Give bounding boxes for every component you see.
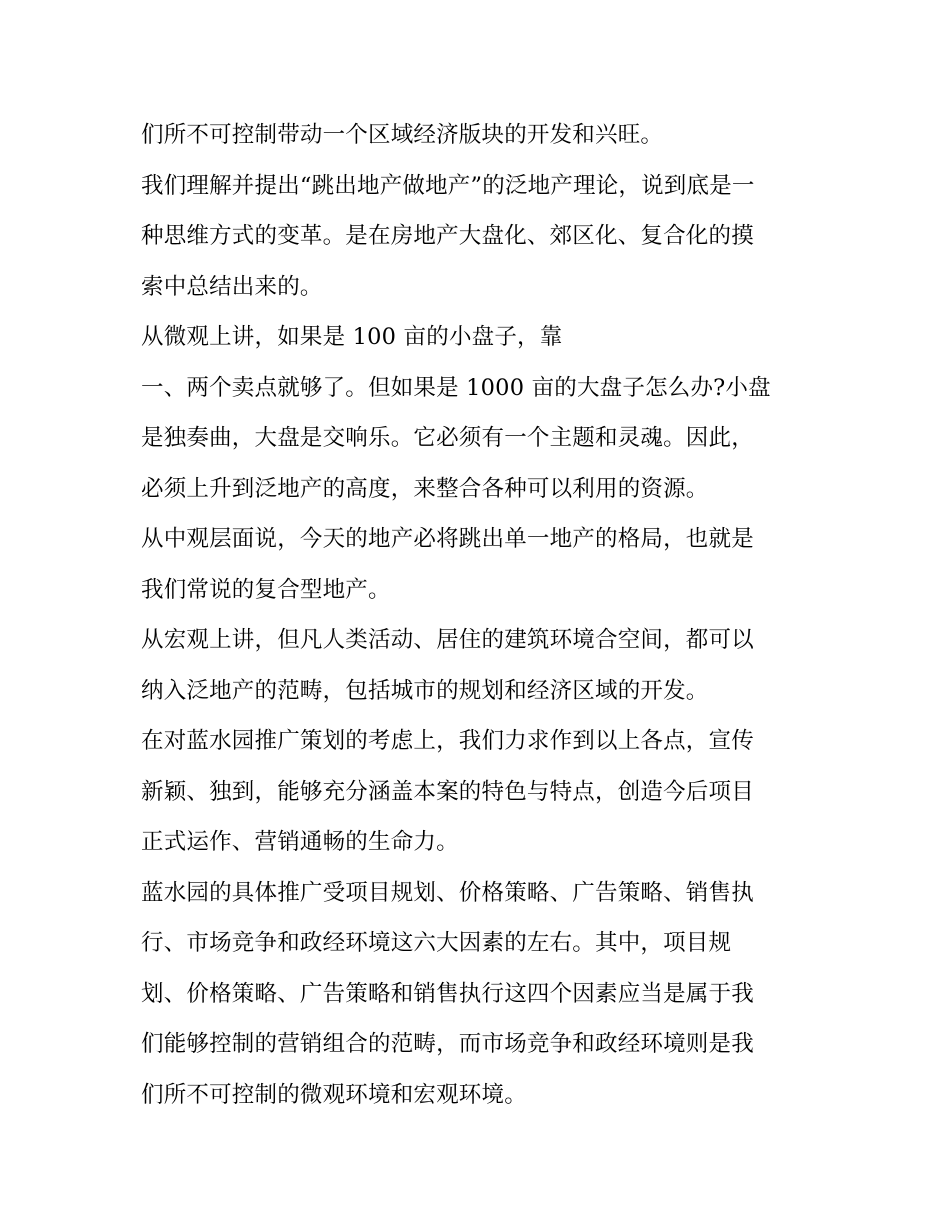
text-line: 索中总结出来的。 (141, 273, 323, 300)
text-line: 纳入泛地产的范畴，包括城市的规划和经济区域的开发。 (141, 677, 709, 704)
text-line: 从微观上讲，如果是 100 亩的小盘子，靠 (141, 324, 563, 350)
text-line: 一、两个卖点就够了。但如果是 1000 亩的大盘子怎么办?小盘 (141, 374, 771, 401)
text-line: 正式运作、营销通畅的生命力。 (141, 829, 459, 855)
text-line: 蓝水园的具体推广受项目规划、价格策略、广告策略、销售执 (141, 879, 754, 906)
text-line: 们能够控制的营销组合的范畴，而市场竞争和政经环境则是我 (141, 1031, 754, 1057)
text-line: 必须上升到泛地产的高度，来整合各种可以利用的资源。 (141, 475, 709, 502)
text-line: 从中观层面说，今天的地产必将跳出单一地产的格局，也就是 (141, 526, 754, 552)
text-line: 们所不可控制带动一个区域经济版块的开发和兴旺。 (141, 122, 664, 148)
text-line: 行、市场竞争和政经环境这六大因素的左右。其中，项目规 (141, 930, 732, 956)
text-line: 从宏观上讲，但凡人类活动、居住的建筑环境合空间，都可以 (141, 627, 754, 653)
text-line: 新颖、独到，能够充分涵盖本案的特色与特点，创造今后项目 (141, 778, 754, 805)
text-line: 们所不可控制的微观环境和宏观环境。 (141, 1081, 527, 1108)
text-line: 是独奏曲，大盘是交响乐。它必须有一个主题和灵魂。因此， (141, 425, 754, 451)
text-line: 在对蓝水园推广策划的考虑上，我们力求作到以上各点，宣传 (141, 728, 754, 754)
text-line: 我们理解并提出“跳出地产做地产”的泛地产理论，说到底是一 (141, 172, 755, 199)
text-line: 我们常说的复合型地产。 (141, 576, 391, 603)
text-line: 种思维方式的变革。是在房地产大盘化、郊区化、复合化的摸 (141, 223, 754, 249)
document-body (141, 110, 821, 1120)
text-line: 划、价格策略、广告策略和销售执行这四个因素应当是属于我 (141, 980, 754, 1007)
